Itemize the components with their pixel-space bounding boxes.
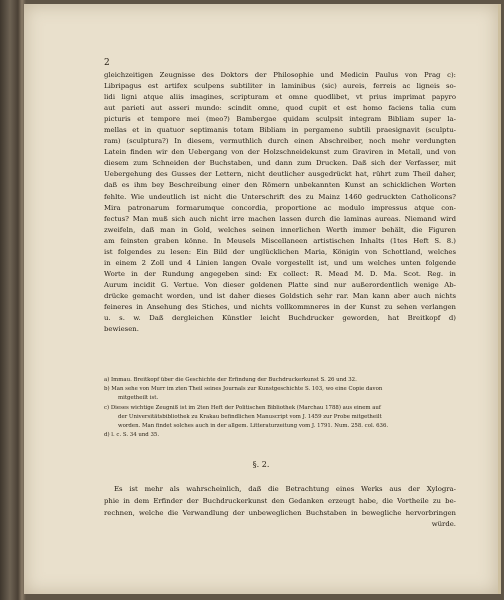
footnote-line: mitgetheilt ist. — [118, 395, 159, 402]
text-line: Worte in der Rundung angegeben sind: Ex collect: R. Mead M. D. Ma. Scot. Reg. in — [104, 269, 456, 278]
text-line: Libripagus est artifex sculpens subtiliter in laminibus (sic) aureis, ferreis ac ligneis so- — [104, 82, 456, 91]
text-line: u. s. w. Daß dergleichen Künstler leicht Buchdrucker geworden, hat Breitkopf d) — [104, 314, 456, 323]
footnotes — [104, 376, 456, 440]
text-line: bewiesen. — [104, 325, 139, 334]
text-line: diesem zum Schneiden der Buchstaben, und dann zum Drucken. Daß sich der Verfasser, mit — [104, 159, 456, 168]
text-line: phie in dem Erfinder der Buchdruckerkunst den Gedanken erzeugt habe, die Vortheile zu be- — [104, 496, 456, 505]
text-line: fectus? Man muß sich auch nicht irre machen lassen durch die laminas aureas. Niemand wird — [104, 214, 456, 223]
text-line: fehlte. Wie undeutlich ist nicht die Unterschrift des zu Mainz 1460 gedruckten Catholicons? — [104, 192, 456, 201]
text-line: drücke gemacht worden, und ist daher dieses Goldstich sehr rar. Man kann aber auch nichts — [104, 291, 456, 300]
page-number: 2 — [104, 58, 110, 68]
text-line: Es ist mehr als wahrscheinlich, daß die Betrachtung eines Werks aus der Xylogra- — [114, 485, 456, 493]
section-heading: §. 2. — [252, 460, 270, 469]
text-line: in einem 2 Zoll und 4 Linien langen Ovale vorgestellt ist, und um welches unten folgende — [104, 258, 456, 267]
text-line: am feinsten graben könne. In Meusels Miscellaneen artistischen Inhalts (1tes Heft S. 8.) — [104, 236, 456, 245]
text-line: würde. — [431, 520, 456, 529]
text-line: gleichzeitigen Zeugnisse des Doktors der Philosophie und Medicin Paulus von Prag c): — [104, 71, 456, 79]
text-line: feineres in Ansehung des Stiches, und nichts vollkommneres in der Kunst zu sehen verlangen — [104, 302, 456, 311]
main-text — [104, 70, 456, 335]
text-line: Mira patronarum formarumque concordia, proportione ac modulo impressus atque con- — [104, 203, 456, 212]
text-line: Latein finden wir den Uebergang von der Holzschneidekunst zum Graviren in Metall, und von — [104, 148, 456, 157]
text-line: daß es ihm bey Beschreibung einer den Römern unbekannten Kunst an schicklichen Worten — [104, 181, 456, 190]
footnote-line: worden. Man findet solches auch in der allgem. Litteraturzeitung vom J. 1791. Num. 258. col. 636. — [118, 423, 389, 430]
section-text — [104, 484, 456, 531]
text-line: picturis et tempore mei (meo?) Bambergae quidam sculpsit integram Bibliam super la- — [104, 115, 456, 124]
text-line: ist folgendes zu lesen: Ein Bild der unglücklichen Maria, Königin von Schottland, welches — [104, 247, 456, 256]
text-line: ram) (sculptura?) In diesem, vermuthlich durch einen Abschreiber, noch mehr verdungten — [104, 137, 456, 146]
text-line: Uebergehung des Gusses der Lettern, nicht deutlicher ausgedrückt hat, rührt zum Theil daher, — [104, 170, 456, 179]
book-page — [24, 4, 501, 594]
text-line: aut parieti aut asseri mundo: scindit omne, quod cupit et est homo faciens talia cum — [104, 104, 456, 113]
text-line: Aurum incidit G. Vertue. Von dieser goldenen Platte sind nur außerordentlich wenige Ab- — [104, 280, 456, 289]
text-line: mellas et in quatuor septimanis totam Bibliam in pergameno subtili praesignavit (sculptu- — [104, 126, 456, 135]
footnote-line: der Universitätsbibliothek zu Krakau befindlichen Manuscript vom J. 1459 zur Probe mitgetheilt — [118, 413, 382, 420]
text-line: rechnen, welche die Verwandlung der unbeweglichen Buchstaben in bewegliche hervorbringen — [104, 508, 456, 517]
footnote-line: d) l. c. S. 34 und 35. — [104, 432, 160, 439]
footnote-line: a) Immau. Breitkopf über die Geschichte der Erfindung der Buchdruckerkunst S. 26 und 32. — [104, 377, 357, 383]
footnote-line: b) Man sehe von Murr im zten Theil seines Journals zur Kunstgeschichte S. 103, wo eine Copie davon — [104, 386, 383, 393]
footnote-line: c) Dieses wichtige Zeugniß ist im 2ten Heft der Politischen Bibliothek (Marchau 1788) aus einem auf — [104, 404, 381, 411]
text-line: lidi ligni atque aliis imagines, scripturam et omne quodlibet, vt prius imprimat papyro — [104, 93, 456, 102]
text-line: zweifeln, daß man in Gold, welches seinen innerlichen Werth immer behält, die Figuren — [104, 225, 456, 234]
